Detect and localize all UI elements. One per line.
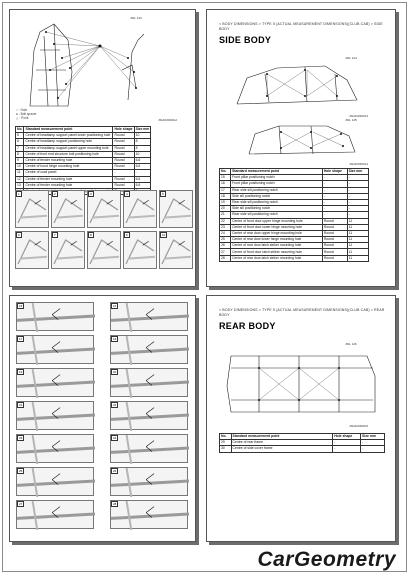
table-cell: 11 xyxy=(347,218,368,224)
photo-number-tag: 27 xyxy=(19,502,23,506)
table-cell: - xyxy=(113,170,134,176)
photo-number-tag: 8 xyxy=(90,233,92,237)
table-cell: Centre of headlamp support positioning hole xyxy=(24,139,113,145)
table-cell: Round xyxy=(113,139,134,145)
table-cell: Round xyxy=(113,145,134,151)
photo-number-tag: 3 xyxy=(90,192,92,196)
table-cell: 28 xyxy=(220,255,231,261)
detail-photo xyxy=(110,302,188,331)
table-cell: - xyxy=(333,446,361,452)
table-cell: 19 xyxy=(220,199,231,205)
page-side-photos xyxy=(9,295,196,542)
table-cell: 6.6 xyxy=(134,157,151,163)
photo-number-tag: 25 xyxy=(19,469,23,473)
table-cell: Centre of front end structure bolt positioning hole xyxy=(24,151,113,157)
detail-photo xyxy=(110,335,188,364)
table-cell: 29 xyxy=(220,440,232,446)
table-cell: Centre of rear door lower hinge mounting hole xyxy=(231,237,323,243)
table-cell: Front pillar positioning notch xyxy=(231,181,323,187)
column-header: Hole shape xyxy=(114,127,133,132)
column-header: Hole shape xyxy=(322,169,347,175)
table-cell: Centre of side cover frame xyxy=(231,446,333,452)
table-cell: Round xyxy=(322,255,347,261)
table-cell: - xyxy=(322,212,347,218)
legend-point: △ : Point xyxy=(16,116,29,120)
detail-photo xyxy=(16,335,94,364)
table-cell: Side sill positioning notch xyxy=(231,193,323,199)
section-title: REAR BODY xyxy=(219,321,276,331)
measurement-table xyxy=(15,126,151,195)
table-cell: 11 xyxy=(347,255,368,261)
measurement-table xyxy=(219,433,385,453)
column-header: No. xyxy=(17,127,23,132)
diagram-legend xyxy=(16,108,37,120)
column-header: Size mm xyxy=(135,127,150,132)
detail-photo xyxy=(159,190,193,228)
detail-photo xyxy=(87,231,121,269)
table-cell: Round xyxy=(322,230,347,236)
table-cell: 18 xyxy=(220,193,231,199)
photo-number-tag: 1 xyxy=(18,192,20,196)
table-cell: Centre of front door latch striker mounting hole xyxy=(231,249,323,255)
table-cell: - xyxy=(333,440,361,446)
table-cell: Centre of rear door upper hinge mounting hole xyxy=(231,230,323,236)
table-cell: Centre of front door upper hinge mounting hole xyxy=(231,218,323,224)
table-cell: Centre of fender mounting hole xyxy=(24,176,113,182)
photo-number-tag: 4 xyxy=(126,192,128,196)
table-cell: 15 xyxy=(220,175,231,181)
table-cell: Round xyxy=(322,237,347,243)
table-cell: Centre of rear door latch striker mounting hole xyxy=(231,255,323,261)
page-front-body xyxy=(9,9,196,287)
table-cell: Centre of fender mounting hole xyxy=(24,157,113,163)
table-cell: 10 xyxy=(134,151,151,157)
diagram-code-bottom: JSIL 145 xyxy=(345,118,357,122)
table-cell: 8 xyxy=(134,145,151,151)
detail-photo xyxy=(110,401,188,430)
table-cell: 23 xyxy=(220,224,231,230)
detail-photo xyxy=(110,500,188,529)
detail-photo xyxy=(16,368,94,397)
photo-number-tag: 19 xyxy=(19,370,23,374)
measurement-table xyxy=(219,168,369,262)
diagram-code: JSIL 143 xyxy=(130,16,142,20)
table-cell: Centre of hood hinge mounting hole xyxy=(24,164,113,170)
table-cell: - xyxy=(322,199,347,205)
table-cell: 9 xyxy=(16,157,24,163)
table-cell: - xyxy=(322,187,347,193)
detail-photo xyxy=(51,190,85,228)
breadcrumb: < BODY DIMENSIONS > TYPE 5 (ACTUAL MEASUREMENT DIMENSIONS)(CLUB CAB) > SIDE BODY xyxy=(219,22,383,31)
table-cell: 6.6 xyxy=(134,164,151,170)
photo-number-tag: 24 xyxy=(113,436,117,440)
diagram-id-top: JSIAK0000G3 xyxy=(349,114,369,118)
front-body-diagram xyxy=(10,10,196,120)
table-cell: Centre of fender mounting hole xyxy=(24,182,113,188)
table-cell: - xyxy=(347,175,368,181)
detail-photo xyxy=(51,231,85,269)
detail-photo xyxy=(15,231,49,269)
table-cell: Round xyxy=(113,133,134,139)
diagram-code-top: JSIL 144 xyxy=(345,56,357,60)
table-cell: - xyxy=(347,212,368,218)
photo-number-tag: 9 xyxy=(126,233,128,237)
column-header: Hole shape xyxy=(333,434,361,440)
table-cell: 10 xyxy=(16,164,24,170)
table-cell: 11 xyxy=(347,230,368,236)
table-cell: 10 xyxy=(134,133,151,139)
photo-number-tag: 16 xyxy=(113,304,117,308)
table-cell: Centre of cowl panel xyxy=(24,170,113,176)
detail-photo xyxy=(110,467,188,496)
photo-number-tag: 2 xyxy=(54,192,56,196)
table-cell: 12 xyxy=(16,176,24,182)
breadcrumb: < BODY DIMENSIONS > TYPE 5 (ACTUAL MEASUREMENT DIMENSIONS)(CLUB CAB) > REAR BODY xyxy=(219,308,385,317)
table-cell: 11 xyxy=(16,170,24,176)
table-cell: 13 xyxy=(16,182,24,188)
detail-photo xyxy=(159,231,193,269)
table-cell: Round xyxy=(113,182,134,188)
side-body-diagram-top xyxy=(207,56,396,118)
detail-photo xyxy=(123,190,157,228)
column-header: Size mm xyxy=(361,434,385,440)
table-cell: 25 xyxy=(220,237,231,243)
photo-number-tag: 10 xyxy=(162,233,166,237)
page-rear-body xyxy=(206,295,396,542)
table-cell: 6.6 xyxy=(134,176,151,182)
table-cell: 11 xyxy=(347,224,368,230)
photo-number-tag: 6 xyxy=(18,233,20,237)
photo-number-tag: 21 xyxy=(19,403,23,407)
table-cell: - xyxy=(347,199,368,205)
table-cell: Centre of headlamp support panel upper mounting hole xyxy=(24,145,113,151)
table-cell: 24 xyxy=(220,230,231,236)
table-cell: Round xyxy=(113,157,134,163)
table-cell: Rear side sill positioning notch xyxy=(231,199,323,205)
photo-number-tag: 17 xyxy=(19,337,23,341)
table-cell: Round xyxy=(113,164,134,170)
table-cell: 8 xyxy=(134,139,151,145)
table-cell: Front pillar positioning notch xyxy=(231,175,323,181)
table-cell: Centre of headlamp support panel lower positioning hole xyxy=(24,133,113,139)
table-cell: 6 xyxy=(16,139,24,145)
detail-photo xyxy=(16,500,94,529)
detail-photo xyxy=(110,368,188,397)
photo-number-tag: 28 xyxy=(113,502,117,506)
table-cell: Rear side sill positioning notch xyxy=(231,187,323,193)
detail-photo xyxy=(16,467,94,496)
table-cell: Round xyxy=(322,243,347,249)
photo-number-tag: 5 xyxy=(162,192,164,196)
table-cell: - xyxy=(361,446,385,452)
table-cell: 30 xyxy=(220,446,232,452)
page-side-body xyxy=(206,9,396,287)
diagram-id-bottom: JSIAK0000G4 xyxy=(349,162,369,166)
detail-photo xyxy=(16,434,94,463)
column-header: Standard measurement point xyxy=(231,169,323,175)
detail-photo xyxy=(110,434,188,463)
table-cell: 8 xyxy=(16,151,24,157)
column-header: No. xyxy=(220,434,232,440)
legend-bolt: ● : Bolt spacer xyxy=(16,112,37,116)
photo-number-tag: 26 xyxy=(113,469,117,473)
legend-hole: ○ : Hole xyxy=(16,108,28,112)
diagram-id: JSIAK0000G5 xyxy=(349,424,369,428)
table-cell: 22 xyxy=(220,218,231,224)
table-cell: - xyxy=(322,193,347,199)
detail-photo xyxy=(15,190,49,228)
detail-photo xyxy=(123,231,157,269)
photo-number-tag: 18 xyxy=(113,337,117,341)
table-cell: - xyxy=(134,170,151,176)
table-cell: Round xyxy=(113,151,134,157)
rear-body-diagram xyxy=(207,346,396,426)
table-cell: 5 xyxy=(16,133,24,139)
table-row xyxy=(220,255,369,261)
table-cell: Round xyxy=(322,249,347,255)
column-header: Standard measurement point xyxy=(24,127,113,133)
table-cell: 17 xyxy=(220,187,231,193)
column-header: Standard measurement point xyxy=(231,434,333,440)
table-cell: - xyxy=(322,175,347,181)
table-cell: Centre of rear door latch striker mounting hole xyxy=(231,243,323,249)
detail-photo xyxy=(16,401,94,430)
diagram-code: JSIL 146 xyxy=(345,342,357,346)
table-cell: Round xyxy=(113,176,134,182)
table-cell: 20 xyxy=(220,206,231,212)
table-cell: 7 xyxy=(16,145,24,151)
table-cell: 11 xyxy=(347,237,368,243)
table-cell: Rear side sill positioning notch xyxy=(231,212,323,218)
table-row xyxy=(220,446,385,452)
table-cell: 11 xyxy=(347,249,368,255)
photo-number-tag: 22 xyxy=(113,403,117,407)
table-cell: Round xyxy=(322,224,347,230)
table-cell: 21 xyxy=(220,212,231,218)
table-cell: Centre of front door lower hinge mounting hole xyxy=(231,224,323,230)
photo-number-tag: 7 xyxy=(54,233,56,237)
table-cell: Side sill positioning notch xyxy=(231,206,323,212)
column-header: No. xyxy=(220,169,231,175)
section-title: SIDE BODY xyxy=(219,35,272,45)
table-cell: - xyxy=(347,193,368,199)
table-cell: - xyxy=(322,206,347,212)
table-cell: Round xyxy=(322,218,347,224)
table-cell: - xyxy=(347,206,368,212)
column-header: Size mm xyxy=(347,169,368,175)
side-body-diagram-bottom xyxy=(207,118,396,164)
table-cell: 27 xyxy=(220,249,231,255)
table-cell: 16 xyxy=(220,181,231,187)
logo-text: CarGeometry xyxy=(257,548,396,571)
table-cell: 26 xyxy=(220,243,231,249)
detail-photo xyxy=(87,190,121,228)
table-cell: - xyxy=(322,181,347,187)
photo-number-tag: 23 xyxy=(19,436,23,440)
table-cell: 6.6 xyxy=(134,182,151,188)
photo-number-tag: 20 xyxy=(113,370,117,374)
table-cell: Centre of rear frame xyxy=(231,440,333,446)
table-cell: - xyxy=(347,181,368,187)
cargeometry-logo xyxy=(198,545,398,571)
photo-number-tag: 15 xyxy=(19,304,23,308)
detail-photo xyxy=(16,302,94,331)
table-cell: - xyxy=(361,440,385,446)
diagram-id: JSIAK0000G2 xyxy=(158,118,178,122)
table-cell: 11 xyxy=(347,243,368,249)
table-cell: - xyxy=(347,187,368,193)
